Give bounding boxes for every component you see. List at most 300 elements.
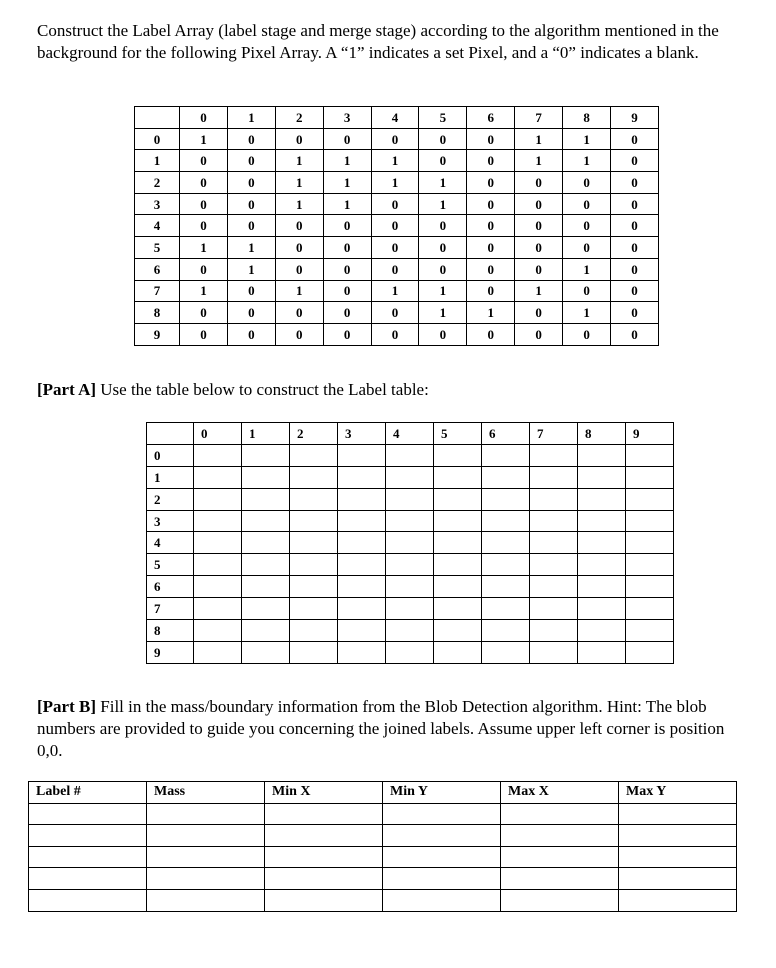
label-entry-cell[interactable] bbox=[434, 444, 482, 466]
label-entry-cell[interactable] bbox=[530, 576, 578, 598]
pixel-cell: 1 bbox=[227, 237, 275, 259]
pixel-row-header: 4 bbox=[135, 215, 180, 237]
label-entry-cell[interactable] bbox=[242, 598, 290, 620]
blob-entry-cell[interactable] bbox=[265, 889, 383, 911]
label-row bbox=[147, 466, 674, 488]
pixel-col-header: 1 bbox=[227, 107, 275, 129]
pixel-col-header: 0 bbox=[180, 107, 228, 129]
pixel-row bbox=[135, 128, 659, 150]
label-entry-cell[interactable] bbox=[194, 488, 242, 510]
label-entry-cell[interactable] bbox=[290, 532, 338, 554]
pixel-cell: 0 bbox=[563, 237, 611, 259]
pixel-col-header: 6 bbox=[467, 107, 515, 129]
blob-col-header: Min X bbox=[265, 782, 383, 804]
blob-entry-cell[interactable] bbox=[619, 868, 737, 890]
label-entry-cell[interactable] bbox=[626, 576, 674, 598]
label-header-row bbox=[147, 423, 674, 445]
pixel-cell: 0 bbox=[275, 215, 323, 237]
part-a-text: Use the table below to construct the Label table: bbox=[96, 380, 429, 399]
label-entry-cell[interactable] bbox=[338, 620, 386, 642]
label-entry-cell[interactable] bbox=[482, 466, 530, 488]
blob-entry-cell[interactable] bbox=[29, 846, 147, 868]
label-entry-cell[interactable] bbox=[386, 510, 434, 532]
label-entry-cell[interactable] bbox=[578, 510, 626, 532]
label-entry-cell[interactable] bbox=[578, 532, 626, 554]
blob-entry-cell[interactable] bbox=[619, 825, 737, 847]
pixel-col-header: 7 bbox=[515, 107, 563, 129]
pixel-cell: 0 bbox=[467, 237, 515, 259]
blob-row bbox=[29, 868, 737, 890]
label-entry-cell[interactable] bbox=[434, 532, 482, 554]
pixel-cell: 0 bbox=[227, 150, 275, 172]
label-col-header: 7 bbox=[530, 423, 578, 445]
pixel-cell: 1 bbox=[419, 193, 467, 215]
blob-col-header: Mass bbox=[147, 782, 265, 804]
pixel-cell: 1 bbox=[371, 150, 419, 172]
label-entry-cell[interactable] bbox=[434, 488, 482, 510]
label-entry-cell[interactable] bbox=[626, 532, 674, 554]
blob-entry-cell[interactable] bbox=[501, 889, 619, 911]
pixel-cell: 0 bbox=[323, 128, 371, 150]
blob-entry-cell[interactable] bbox=[501, 825, 619, 847]
pixel-cell: 1 bbox=[180, 280, 228, 302]
label-entry-cell[interactable] bbox=[194, 576, 242, 598]
label-entry-cell[interactable] bbox=[194, 466, 242, 488]
blob-entry-cell[interactable] bbox=[29, 825, 147, 847]
pixel-cell: 0 bbox=[180, 172, 228, 194]
pixel-cell: 0 bbox=[611, 258, 659, 280]
label-entry-cell[interactable] bbox=[194, 554, 242, 576]
pixel-row bbox=[135, 237, 659, 259]
pixel-corner-cell bbox=[135, 107, 180, 129]
pixel-cell: 1 bbox=[419, 280, 467, 302]
part-b-text: Fill in the mass/boundary information from the Blob Detection algorithm. Hint: The blob numbers are provided to guide you concerning the joined labels. Assume upper left corner is position 0,0. bbox=[37, 697, 725, 760]
label-entry-cell[interactable] bbox=[290, 620, 338, 642]
pixel-cell: 0 bbox=[419, 323, 467, 345]
label-entry-cell[interactable] bbox=[242, 620, 290, 642]
label-entry-cell[interactable] bbox=[242, 510, 290, 532]
pixel-cell: 0 bbox=[611, 280, 659, 302]
pixel-cell: 0 bbox=[467, 172, 515, 194]
label-entry-cell[interactable] bbox=[530, 532, 578, 554]
label-row-header: 4 bbox=[147, 532, 194, 554]
label-entry-cell[interactable] bbox=[482, 444, 530, 466]
pixel-cell: 0 bbox=[563, 323, 611, 345]
pixel-cell: 1 bbox=[323, 150, 371, 172]
pixel-cell: 0 bbox=[515, 215, 563, 237]
label-entry-cell[interactable] bbox=[482, 532, 530, 554]
label-entry-cell[interactable] bbox=[338, 554, 386, 576]
pixel-cell: 1 bbox=[563, 150, 611, 172]
blob-col-header: Label # bbox=[29, 782, 147, 804]
label-entry-cell[interactable] bbox=[530, 554, 578, 576]
pixel-cell: 0 bbox=[227, 280, 275, 302]
pixel-cell: 0 bbox=[611, 150, 659, 172]
label-entry-cell[interactable] bbox=[386, 444, 434, 466]
pixel-cell: 0 bbox=[371, 302, 419, 324]
pixel-row bbox=[135, 258, 659, 280]
pixel-row bbox=[135, 193, 659, 215]
blob-col-header: Min Y bbox=[383, 782, 501, 804]
pixel-cell: 0 bbox=[180, 323, 228, 345]
label-entry-cell[interactable] bbox=[386, 488, 434, 510]
pixel-row-header: 9 bbox=[135, 323, 180, 345]
label-entry-cell[interactable] bbox=[530, 466, 578, 488]
pixel-cell: 0 bbox=[275, 258, 323, 280]
pixel-cell: 0 bbox=[467, 280, 515, 302]
pixel-cell: 0 bbox=[563, 172, 611, 194]
pixel-cell: 0 bbox=[323, 280, 371, 302]
pixel-row bbox=[135, 280, 659, 302]
label-entry-cell[interactable] bbox=[194, 444, 242, 466]
pixel-col-header: 5 bbox=[419, 107, 467, 129]
blob-entry-cell[interactable] bbox=[265, 846, 383, 868]
pixel-cell: 0 bbox=[227, 193, 275, 215]
blob-entry-cell[interactable] bbox=[501, 846, 619, 868]
pixel-cell: 0 bbox=[467, 128, 515, 150]
blob-header-row bbox=[29, 782, 737, 804]
blob-entry-cell[interactable] bbox=[29, 889, 147, 911]
pixel-cell: 0 bbox=[180, 150, 228, 172]
label-entry-cell[interactable] bbox=[242, 576, 290, 598]
blob-entry-cell[interactable] bbox=[501, 868, 619, 890]
pixel-col-header: 3 bbox=[323, 107, 371, 129]
label-entry-cell[interactable] bbox=[626, 554, 674, 576]
label-entry-cell[interactable] bbox=[578, 598, 626, 620]
label-entry-cell[interactable] bbox=[194, 598, 242, 620]
pixel-cell: 0 bbox=[611, 237, 659, 259]
label-entry-cell[interactable] bbox=[530, 444, 578, 466]
pixel-cell: 1 bbox=[371, 172, 419, 194]
label-entry-cell[interactable] bbox=[242, 488, 290, 510]
label-entry-cell[interactable] bbox=[242, 532, 290, 554]
label-entry-cell[interactable] bbox=[530, 641, 578, 663]
pixel-cell: 0 bbox=[323, 215, 371, 237]
blob-col-header: Max Y bbox=[619, 782, 737, 804]
pixel-row-header: 1 bbox=[135, 150, 180, 172]
label-entry-cell[interactable] bbox=[242, 466, 290, 488]
pixel-cell: 0 bbox=[323, 323, 371, 345]
pixel-cell: 1 bbox=[515, 150, 563, 172]
label-entry-cell[interactable] bbox=[386, 641, 434, 663]
pixel-cell: 1 bbox=[275, 150, 323, 172]
label-entry-cell[interactable] bbox=[338, 510, 386, 532]
blob-col-header: Max X bbox=[501, 782, 619, 804]
label-entry-cell[interactable] bbox=[338, 444, 386, 466]
pixel-cell: 1 bbox=[419, 172, 467, 194]
label-entry-cell[interactable] bbox=[290, 488, 338, 510]
blob-entry-cell[interactable] bbox=[383, 803, 501, 825]
pixel-cell: 0 bbox=[467, 323, 515, 345]
label-entry-cell[interactable] bbox=[482, 488, 530, 510]
label-entry-cell[interactable] bbox=[338, 641, 386, 663]
label-entry-cell[interactable] bbox=[482, 554, 530, 576]
pixel-cell: 0 bbox=[371, 258, 419, 280]
pixel-cell: 0 bbox=[323, 258, 371, 280]
blob-info-table bbox=[28, 781, 737, 912]
blob-entry-cell[interactable] bbox=[29, 868, 147, 890]
label-row bbox=[147, 532, 674, 554]
pixel-row-header: 0 bbox=[135, 128, 180, 150]
pixel-cell: 0 bbox=[611, 128, 659, 150]
label-entry-cell[interactable] bbox=[338, 576, 386, 598]
pixel-cell: 0 bbox=[419, 237, 467, 259]
label-row bbox=[147, 576, 674, 598]
pixel-cell: 0 bbox=[515, 302, 563, 324]
label-row-header: 6 bbox=[147, 576, 194, 598]
label-row-header: 5 bbox=[147, 554, 194, 576]
label-entry-cell[interactable] bbox=[626, 598, 674, 620]
label-entry-cell[interactable] bbox=[482, 598, 530, 620]
pixel-cell: 1 bbox=[563, 258, 611, 280]
label-entry-cell[interactable] bbox=[434, 641, 482, 663]
label-entry-cell[interactable] bbox=[338, 466, 386, 488]
label-entry-cell[interactable] bbox=[386, 532, 434, 554]
pixel-cell: 1 bbox=[419, 302, 467, 324]
pixel-cell: 1 bbox=[563, 128, 611, 150]
pixel-col-header: 2 bbox=[275, 107, 323, 129]
blob-entry-cell[interactable] bbox=[147, 825, 265, 847]
label-col-header: 9 bbox=[626, 423, 674, 445]
label-entry-cell[interactable] bbox=[578, 466, 626, 488]
label-entry-cell[interactable] bbox=[338, 488, 386, 510]
pixel-cell: 0 bbox=[227, 323, 275, 345]
label-entry-cell[interactable] bbox=[434, 466, 482, 488]
pixel-cell: 0 bbox=[467, 150, 515, 172]
label-entry-cell[interactable] bbox=[626, 444, 674, 466]
pixel-row-header: 5 bbox=[135, 237, 180, 259]
label-entry-cell[interactable] bbox=[578, 641, 626, 663]
label-col-header: 1 bbox=[242, 423, 290, 445]
label-row-header: 1 bbox=[147, 466, 194, 488]
label-entry-cell[interactable] bbox=[578, 554, 626, 576]
label-entry-cell[interactable] bbox=[242, 444, 290, 466]
blob-row bbox=[29, 825, 737, 847]
label-entry-cell[interactable] bbox=[386, 620, 434, 642]
label-entry-cell[interactable] bbox=[578, 620, 626, 642]
label-entry-cell[interactable] bbox=[290, 598, 338, 620]
blob-entry-cell[interactable] bbox=[29, 803, 147, 825]
pixel-cell: 0 bbox=[515, 193, 563, 215]
label-col-header: 5 bbox=[434, 423, 482, 445]
label-entry-cell[interactable] bbox=[530, 598, 578, 620]
blob-row bbox=[29, 889, 737, 911]
pixel-cell: 0 bbox=[323, 302, 371, 324]
label-entry-cell[interactable] bbox=[626, 488, 674, 510]
label-col-header: 2 bbox=[290, 423, 338, 445]
pixel-row bbox=[135, 323, 659, 345]
pixel-cell: 1 bbox=[180, 128, 228, 150]
label-entry-cell[interactable] bbox=[530, 488, 578, 510]
pixel-cell: 0 bbox=[180, 215, 228, 237]
blob-entry-cell[interactable] bbox=[147, 868, 265, 890]
blob-entry-cell[interactable] bbox=[619, 846, 737, 868]
label-entry-cell[interactable] bbox=[194, 532, 242, 554]
label-entry-cell[interactable] bbox=[290, 510, 338, 532]
label-col-header: 4 bbox=[386, 423, 434, 445]
label-row-header: 7 bbox=[147, 598, 194, 620]
pixel-cell: 0 bbox=[563, 280, 611, 302]
label-row bbox=[147, 554, 674, 576]
pixel-cell: 0 bbox=[227, 172, 275, 194]
label-col-header: 6 bbox=[482, 423, 530, 445]
label-col-header: 0 bbox=[194, 423, 242, 445]
label-entry-cell[interactable] bbox=[290, 641, 338, 663]
pixel-cell: 0 bbox=[467, 258, 515, 280]
part-b-tag: [Part B] bbox=[37, 697, 97, 716]
pixel-cell: 0 bbox=[371, 128, 419, 150]
pixel-row bbox=[135, 215, 659, 237]
pixel-row-header: 7 bbox=[135, 280, 180, 302]
label-entry-cell[interactable] bbox=[290, 444, 338, 466]
blob-entry-cell[interactable] bbox=[147, 846, 265, 868]
label-entry-cell[interactable] bbox=[386, 466, 434, 488]
label-entry-cell[interactable] bbox=[530, 510, 578, 532]
label-entry-cell[interactable] bbox=[578, 444, 626, 466]
label-entry-cell[interactable] bbox=[434, 554, 482, 576]
pixel-cell: 0 bbox=[611, 302, 659, 324]
pixel-cell: 0 bbox=[275, 237, 323, 259]
label-row-header: 3 bbox=[147, 510, 194, 532]
pixel-array-table bbox=[134, 106, 659, 346]
label-entry-cell[interactable] bbox=[338, 532, 386, 554]
pixel-cell: 0 bbox=[227, 302, 275, 324]
pixel-cell: 0 bbox=[180, 302, 228, 324]
label-entry-cell[interactable] bbox=[290, 576, 338, 598]
blob-entry-cell[interactable] bbox=[501, 803, 619, 825]
pixel-cell: 0 bbox=[371, 237, 419, 259]
label-entry-cell[interactable] bbox=[386, 576, 434, 598]
label-entry-cell[interactable] bbox=[578, 576, 626, 598]
label-entry-cell[interactable] bbox=[434, 510, 482, 532]
label-entry-cell[interactable] bbox=[242, 554, 290, 576]
pixel-cell: 0 bbox=[275, 323, 323, 345]
pixel-cell: 0 bbox=[515, 172, 563, 194]
pixel-cell: 1 bbox=[515, 128, 563, 150]
pixel-cell: 1 bbox=[563, 302, 611, 324]
label-entry-cell[interactable] bbox=[626, 466, 674, 488]
label-entry-cell[interactable] bbox=[578, 488, 626, 510]
blob-entry-cell[interactable] bbox=[619, 889, 737, 911]
pixel-row-header: 2 bbox=[135, 172, 180, 194]
blob-entry-cell[interactable] bbox=[265, 868, 383, 890]
label-entry-cell[interactable] bbox=[482, 576, 530, 598]
blob-entry-cell[interactable] bbox=[147, 889, 265, 911]
pixel-col-header: 9 bbox=[611, 107, 659, 129]
label-row bbox=[147, 641, 674, 663]
pixel-cell: 0 bbox=[371, 215, 419, 237]
pixel-cell: 0 bbox=[563, 193, 611, 215]
pixel-cell: 0 bbox=[419, 128, 467, 150]
pixel-row bbox=[135, 302, 659, 324]
pixel-row-header: 8 bbox=[135, 302, 180, 324]
blob-entry-cell[interactable] bbox=[265, 803, 383, 825]
pixel-cell: 0 bbox=[180, 193, 228, 215]
pixel-col-header: 4 bbox=[371, 107, 419, 129]
label-entry-cell[interactable] bbox=[434, 598, 482, 620]
pixel-cell: 1 bbox=[467, 302, 515, 324]
pixel-cell: 1 bbox=[515, 280, 563, 302]
blob-entry-cell[interactable] bbox=[383, 825, 501, 847]
label-entry-cell[interactable] bbox=[194, 641, 242, 663]
label-row bbox=[147, 598, 674, 620]
blob-entry-cell[interactable] bbox=[383, 868, 501, 890]
pixel-row-header: 6 bbox=[135, 258, 180, 280]
label-entry-cell[interactable] bbox=[338, 598, 386, 620]
pixel-cell: 0 bbox=[419, 150, 467, 172]
label-entry-cell[interactable] bbox=[434, 620, 482, 642]
label-row-header: 0 bbox=[147, 444, 194, 466]
label-entry-cell[interactable] bbox=[482, 620, 530, 642]
instructions-paragraph: Construct the Label Array (label stage and merge stage) according to the algorithm mentioned in the background for the following Pixel Array. A “1” indicates a set Pixel, and a “0” indicates a blank. bbox=[37, 21, 719, 62]
label-entry-cell[interactable] bbox=[386, 598, 434, 620]
label-entry-cell[interactable] bbox=[626, 620, 674, 642]
label-entry-cell[interactable] bbox=[194, 620, 242, 642]
pixel-cell: 0 bbox=[563, 215, 611, 237]
pixel-cell: 1 bbox=[323, 172, 371, 194]
pixel-cell: 0 bbox=[419, 215, 467, 237]
label-entry-cell[interactable] bbox=[290, 554, 338, 576]
label-entry-cell[interactable] bbox=[194, 510, 242, 532]
pixel-row bbox=[135, 172, 659, 194]
label-entry-cell[interactable] bbox=[626, 510, 674, 532]
pixel-cell: 1 bbox=[180, 237, 228, 259]
blob-entry-cell[interactable] bbox=[383, 889, 501, 911]
pixel-cell: 0 bbox=[371, 193, 419, 215]
label-entry-cell[interactable] bbox=[242, 641, 290, 663]
pixel-cell: 0 bbox=[515, 237, 563, 259]
pixel-cell: 1 bbox=[275, 280, 323, 302]
pixel-cell: 1 bbox=[275, 172, 323, 194]
label-entry-cell[interactable] bbox=[386, 554, 434, 576]
pixel-cell: 1 bbox=[227, 258, 275, 280]
part-a-heading bbox=[37, 379, 429, 401]
pixel-cell: 0 bbox=[371, 323, 419, 345]
label-entry-cell[interactable] bbox=[482, 641, 530, 663]
pixel-cell: 0 bbox=[611, 193, 659, 215]
label-corner-cell bbox=[147, 423, 194, 445]
pixel-row-header: 3 bbox=[135, 193, 180, 215]
pixel-cell: 0 bbox=[611, 323, 659, 345]
blob-entry-cell[interactable] bbox=[619, 803, 737, 825]
pixel-cell: 0 bbox=[275, 128, 323, 150]
label-row bbox=[147, 510, 674, 532]
pixel-col-header: 8 bbox=[563, 107, 611, 129]
label-row-header: 9 bbox=[147, 641, 194, 663]
label-row bbox=[147, 488, 674, 510]
pixel-cell: 0 bbox=[467, 215, 515, 237]
label-entry-cell[interactable] bbox=[626, 641, 674, 663]
pixel-cell: 0 bbox=[611, 215, 659, 237]
pixel-cell: 0 bbox=[515, 323, 563, 345]
blob-entry-cell[interactable] bbox=[147, 803, 265, 825]
part-b-heading bbox=[37, 696, 737, 762]
blob-row bbox=[29, 846, 737, 868]
pixel-row bbox=[135, 150, 659, 172]
blob-entry-cell[interactable] bbox=[265, 825, 383, 847]
label-row bbox=[147, 444, 674, 466]
pixel-cell: 0 bbox=[611, 172, 659, 194]
label-entry-cell[interactable] bbox=[434, 576, 482, 598]
pixel-header-row bbox=[135, 107, 659, 129]
label-row-header: 2 bbox=[147, 488, 194, 510]
label-entry-cell[interactable] bbox=[290, 466, 338, 488]
label-entry-cell[interactable] bbox=[530, 620, 578, 642]
pixel-cell: 0 bbox=[227, 128, 275, 150]
blob-entry-cell[interactable] bbox=[383, 846, 501, 868]
label-entry-cell[interactable] bbox=[482, 510, 530, 532]
part-a-tag: [Part A] bbox=[37, 380, 97, 399]
